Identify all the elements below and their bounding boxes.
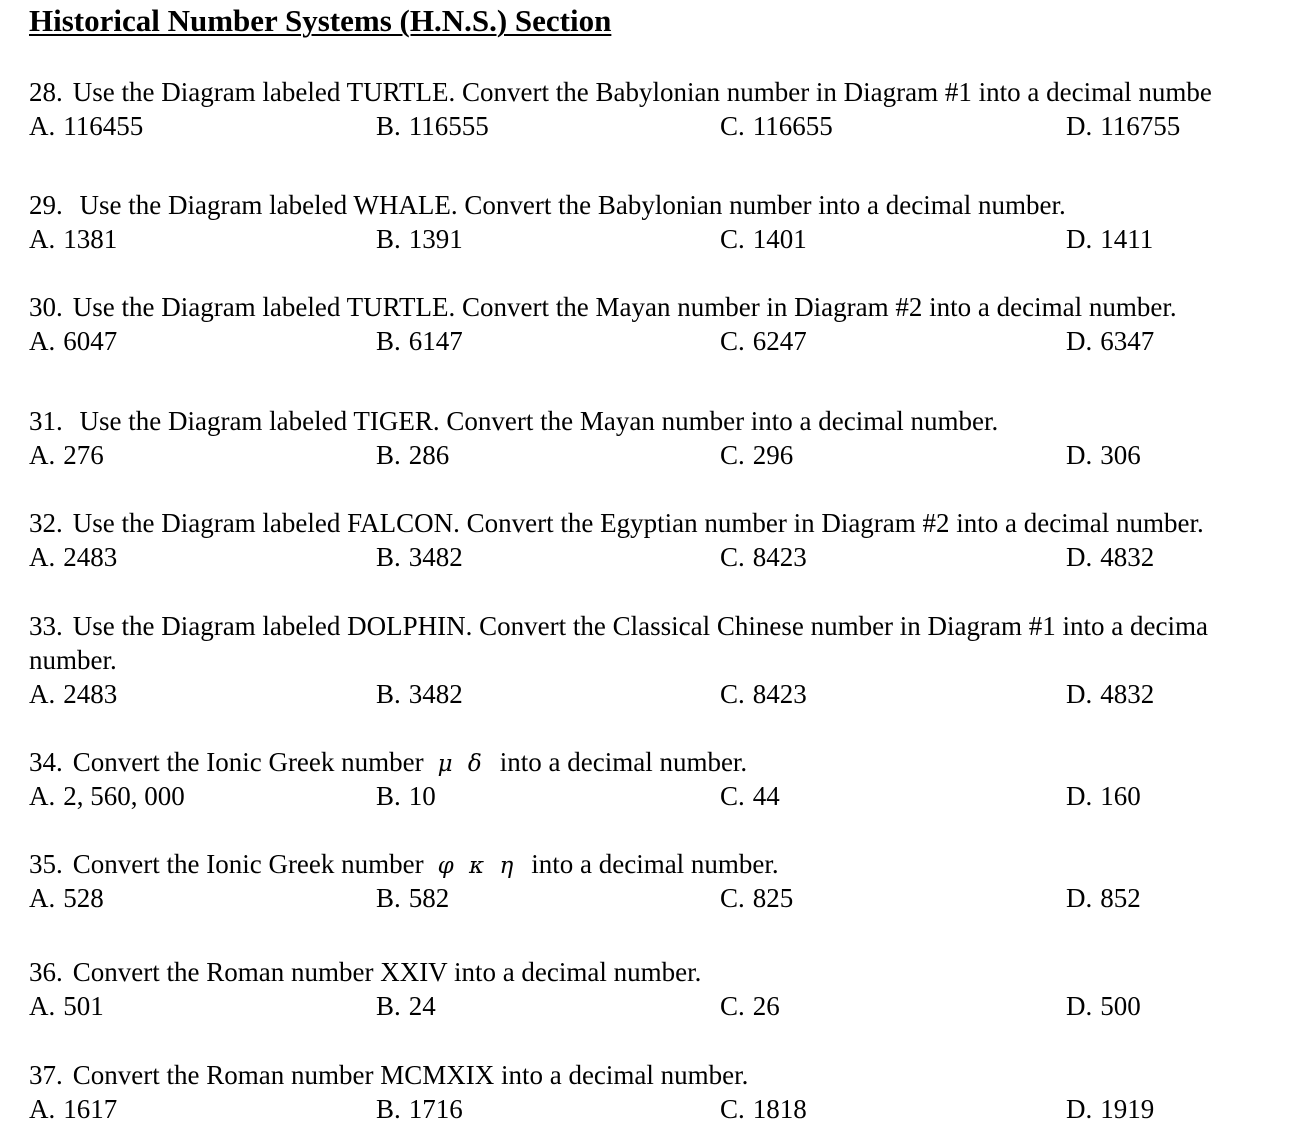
option-c[interactable] [720, 881, 793, 915]
option-letter: D. [1066, 542, 1093, 572]
option-value: 1818 [752, 1094, 807, 1124]
option-value: 286 [408, 440, 450, 470]
option-letter: A. [29, 679, 56, 709]
option-letter: C. [720, 542, 745, 572]
question-text [29, 745, 747, 781]
question-prompt: Use the Diagram labeled DOLPHIN. Convert the Classical Chinese number in Diagram #1 into a decima [72, 611, 1208, 641]
option-a[interactable] [29, 989, 104, 1023]
option-value: 1919 [1100, 1094, 1155, 1124]
question-prompt-end: into a decimal number. [531, 849, 779, 879]
option-value: 44 [752, 781, 780, 811]
option-value: 4832 [1100, 542, 1155, 572]
question-text [29, 404, 998, 438]
option-value: 8423 [752, 542, 807, 572]
option-a[interactable] [29, 222, 117, 256]
option-letter: D. [1066, 326, 1093, 356]
question-number: 37. [29, 1060, 63, 1090]
question-text [29, 1058, 748, 1092]
option-b[interactable] [376, 222, 463, 256]
option-letter: B. [376, 679, 401, 709]
option-letter: A. [29, 542, 56, 572]
question-number: 32. [29, 508, 63, 538]
option-letter: C. [720, 991, 745, 1021]
option-value: 3482 [408, 542, 463, 572]
option-c[interactable] [720, 677, 807, 711]
option-value: 1391 [408, 224, 463, 254]
question-text [29, 75, 1212, 109]
option-c[interactable] [720, 222, 807, 256]
option-letter: B. [376, 991, 401, 1021]
option-d[interactable] [1066, 881, 1141, 915]
option-value: 500 [1100, 991, 1141, 1021]
question-number: 30. [29, 292, 63, 322]
option-value: 3482 [408, 679, 463, 709]
question-text [29, 847, 779, 883]
option-c[interactable] [720, 540, 807, 574]
option-letter: A. [29, 326, 56, 356]
option-value: 582 [408, 883, 450, 913]
option-b[interactable] [376, 109, 489, 143]
option-letter: C. [720, 781, 745, 811]
option-b[interactable] [376, 324, 463, 358]
option-b[interactable] [376, 779, 436, 813]
option-letter: A. [29, 111, 56, 141]
option-letter: D. [1066, 991, 1093, 1021]
option-value: 296 [752, 440, 794, 470]
option-c[interactable] [720, 1092, 807, 1126]
option-b[interactable] [376, 540, 463, 574]
question-text-continued: number. [29, 645, 117, 675]
question-text [29, 955, 701, 989]
question-number: 29. [29, 190, 63, 220]
option-letter: B. [376, 883, 401, 913]
option-value: 6047 [63, 326, 118, 356]
option-value: 276 [63, 440, 104, 470]
question-text [29, 290, 1177, 324]
option-c[interactable] [720, 989, 780, 1023]
option-letter: D. [1066, 440, 1093, 470]
question-prompt: Use the Diagram labeled WHALE. Convert the Babylonian number into a decimal number. [72, 190, 1066, 220]
option-c[interactable] [720, 324, 807, 358]
greek-numeral: φ κ η [437, 853, 518, 879]
option-value: 8423 [752, 679, 807, 709]
question-number: 34. [29, 747, 63, 777]
question-text [29, 506, 1204, 540]
option-d[interactable] [1066, 109, 1180, 143]
question-prompt: Convert the Roman number MCMXIX into a decimal number. [72, 1060, 749, 1090]
option-b[interactable] [376, 989, 436, 1023]
option-value: 10 [408, 781, 436, 811]
option-letter: B. [376, 224, 401, 254]
option-c[interactable] [720, 779, 780, 813]
question-prompt-end: into a decimal number. [499, 747, 748, 777]
question-prompt: Use the Diagram labeled TIGER. Convert the Mayan number into a decimal number. [72, 406, 999, 436]
option-value: 825 [752, 883, 794, 913]
option-d[interactable] [1066, 540, 1154, 574]
option-d[interactable] [1066, 222, 1153, 256]
option-value: 116755 [1100, 111, 1181, 141]
option-letter: B. [376, 111, 401, 141]
option-letter: D. [1066, 111, 1093, 141]
option-value: 116655 [752, 111, 833, 141]
option-letter: C. [720, 883, 745, 913]
question-prompt: Use the Diagram labeled FALCON. Convert the Egyptian number in Diagram #2 into a decimal number. [72, 508, 1204, 538]
question-text [29, 188, 1066, 222]
option-letter: B. [376, 542, 401, 572]
option-value: 2, 560, 000 [63, 781, 185, 811]
option-letter: D. [1066, 781, 1093, 811]
option-letter: C. [720, 440, 745, 470]
option-d[interactable] [1066, 324, 1154, 358]
question-number: 28. [29, 77, 63, 107]
option-letter: A. [29, 883, 56, 913]
option-value: 4832 [1100, 679, 1155, 709]
question-number: 36. [29, 957, 63, 987]
option-letter: C. [720, 679, 745, 709]
option-c[interactable] [720, 438, 793, 472]
option-a[interactable] [29, 1092, 117, 1126]
greek-numeral: μ δ [437, 751, 486, 777]
option-letter: C. [720, 224, 745, 254]
option-letter: D. [1066, 224, 1093, 254]
question-prompt: Convert the Roman number XXIV into a decimal number. [72, 957, 702, 987]
option-value: 1381 [63, 224, 118, 254]
option-d[interactable] [1066, 989, 1141, 1023]
option-letter: D. [1066, 883, 1093, 913]
option-letter: A. [29, 1094, 56, 1124]
option-value: 852 [1100, 883, 1141, 913]
section-title: Historical Number Systems (H.N.S.) Section [29, 3, 612, 38]
option-value: 24 [408, 991, 436, 1021]
option-letter: A. [29, 224, 56, 254]
option-value: 2483 [63, 542, 118, 572]
option-a[interactable] [29, 677, 117, 711]
option-value: 116555 [408, 111, 489, 141]
option-value: 26 [752, 991, 780, 1021]
option-value: 6347 [1100, 326, 1155, 356]
option-a[interactable] [29, 438, 104, 472]
question-prompt: Convert the Ionic Greek number [72, 747, 424, 777]
option-value: 6147 [408, 326, 463, 356]
question-number: 33. [29, 611, 63, 641]
option-a[interactable] [29, 540, 117, 574]
option-b[interactable] [376, 438, 449, 472]
option-value: 1411 [1100, 224, 1154, 254]
option-letter: A. [29, 781, 56, 811]
option-value: 1716 [408, 1094, 463, 1124]
option-value: 6247 [752, 326, 807, 356]
option-letter: C. [720, 1094, 745, 1124]
option-letter: C. [720, 111, 745, 141]
option-value: 2483 [63, 679, 118, 709]
option-letter: C. [720, 326, 745, 356]
option-letter: B. [376, 440, 401, 470]
option-a[interactable] [29, 109, 143, 143]
option-b[interactable] [376, 1092, 463, 1126]
option-a[interactable] [29, 881, 104, 915]
option-value: 1617 [63, 1094, 118, 1124]
option-value: 1401 [752, 224, 807, 254]
option-d[interactable] [1066, 438, 1141, 472]
option-value: 306 [1100, 440, 1141, 470]
option-letter: D. [1066, 1094, 1093, 1124]
option-d[interactable] [1066, 779, 1141, 813]
question-number: 35. [29, 849, 63, 879]
option-letter: B. [376, 326, 401, 356]
option-b[interactable] [376, 677, 463, 711]
option-value: 160 [1100, 781, 1141, 811]
option-d[interactable] [1066, 677, 1154, 711]
option-b[interactable] [376, 881, 449, 915]
option-letter: A. [29, 440, 56, 470]
option-d[interactable] [1066, 1092, 1154, 1126]
question-text [29, 609, 1208, 643]
question-prompt: Use the Diagram labeled TURTLE. Convert the Mayan number in Diagram #2 into a decimal number. [72, 292, 1177, 322]
option-a[interactable] [29, 324, 117, 358]
option-a[interactable] [29, 779, 185, 813]
question-prompt: Use the Diagram labeled TURTLE. Convert the Babylonian number in Diagram #1 into a decimal numbe [72, 77, 1212, 107]
option-letter: B. [376, 1094, 401, 1124]
question-number: 31. [29, 406, 63, 436]
option-c[interactable] [720, 109, 833, 143]
option-value: 528 [63, 883, 104, 913]
option-letter: B. [376, 781, 401, 811]
option-value: 116455 [63, 111, 144, 141]
question-prompt: Convert the Ionic Greek number [72, 849, 424, 879]
option-letter: D. [1066, 679, 1093, 709]
option-value: 501 [63, 991, 104, 1021]
option-letter: A. [29, 991, 56, 1021]
